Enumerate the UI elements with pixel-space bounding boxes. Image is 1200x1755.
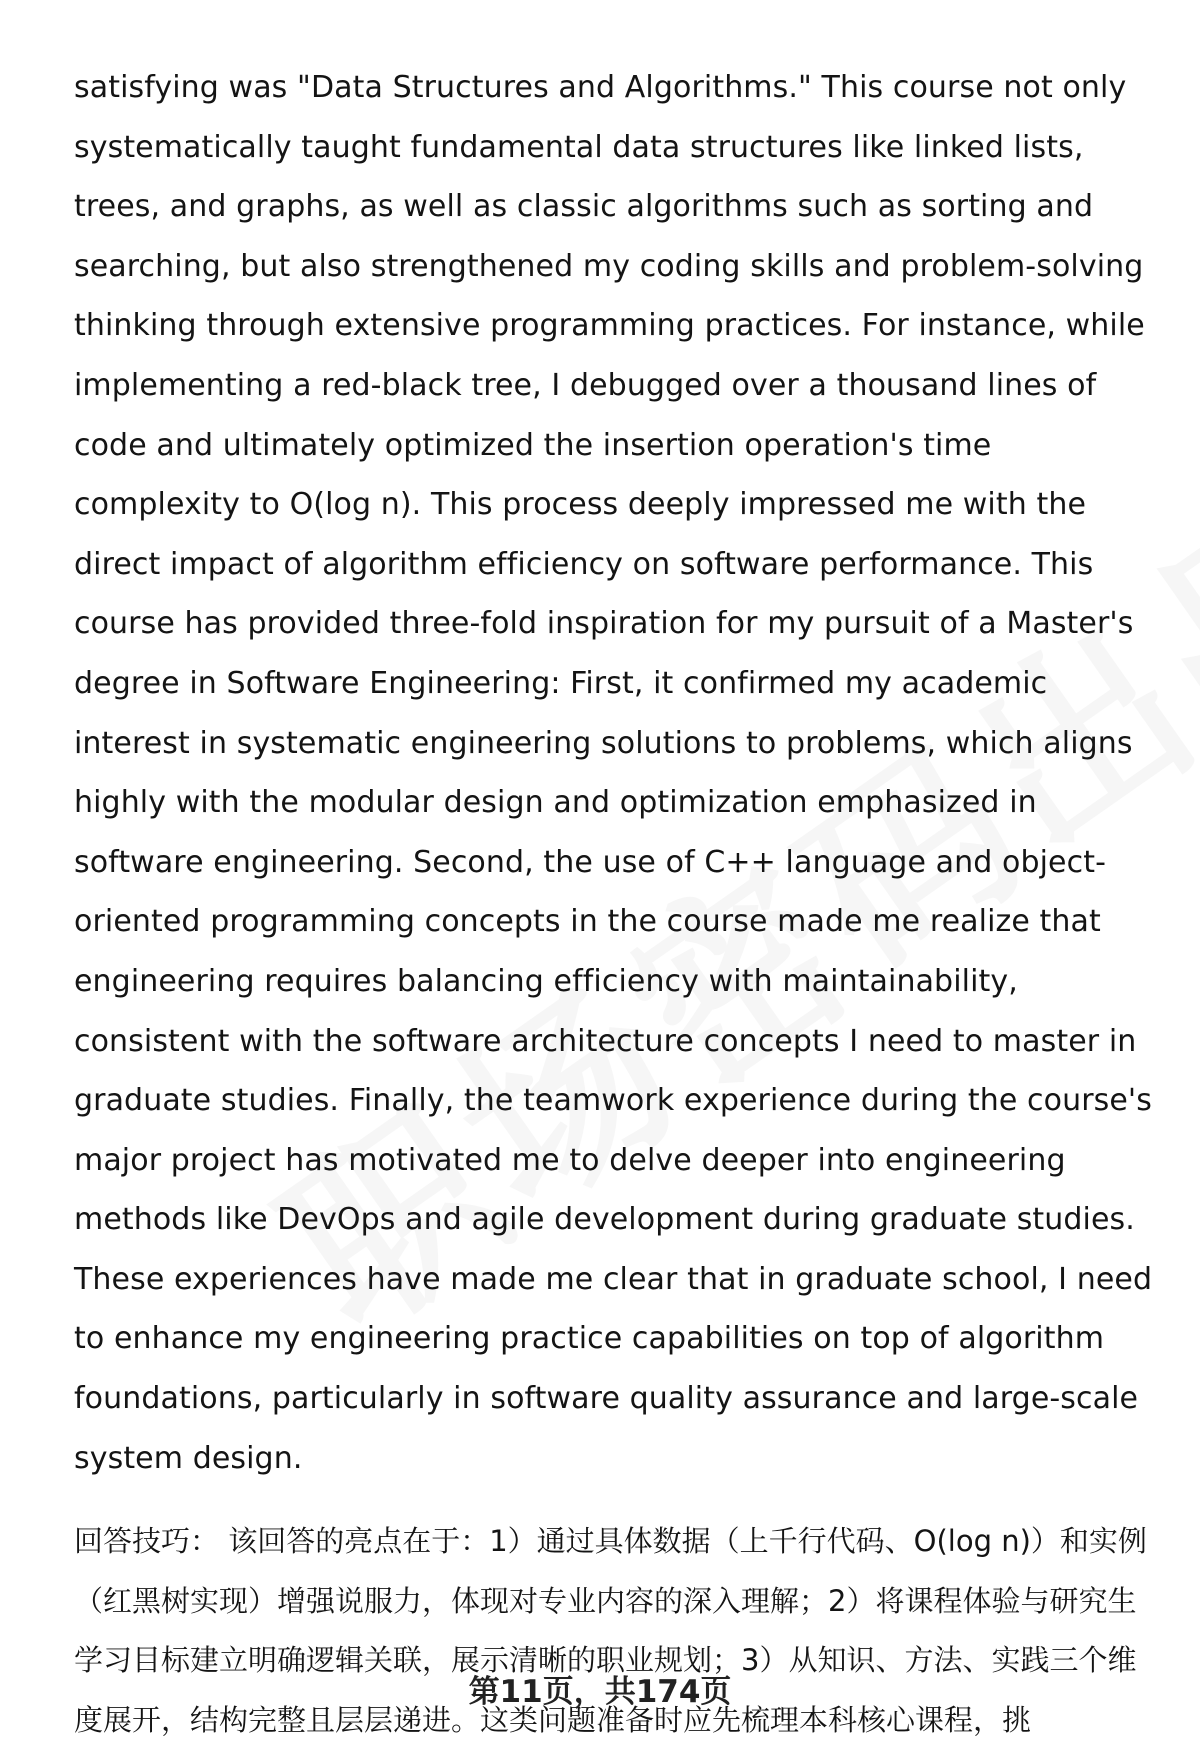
document-body xyxy=(74,58,1154,1751)
tips-paragraph: 回答技巧： 该回答的亮点在于：1）通过具体数据（上千行代码、O(log n)）和实例（红黑树实现）增强说服力，体现对专业内容的深入理解；2）将课程体验与研究生学习目标建立明确逻辑关联，展示清晰的职业规划；3）从知识、方法、实践三个维度展开，结构完整且层层递进。这类问题准备时应先梳理本科核心课程，挑 xyxy=(74,1524,1147,1738)
answer-paragraph: satisfying was "Data Structures and Algorithms." This course not only systematically taught fundamental data structures like linked lists, trees, and graphs, as well as classic algorithms such as sorting and searching, but also strengthened my coding skills and problem-solving thinking through extensive programming practices. For instance, while implementing a red-black tree, I debugged over a thousand lines of code and ultimately optimized the insertion operation's time complexity to O(log n). This process deeply impressed me with the direct impact of algorithm efficiency on software performance. This course has provided three-fold inspiration for my pursuit of a Master's degree in Software Engineering: First, it confirmed my academic interest in systematic engineering solutions to problems, which aligns highly with the modular design and optimization emphasized in software engineering. Second, the use of C++ language and object-oriented programming concepts in the course made me realize that engineering requires balancing efficiency with maintainability, consistent with the software architecture concepts I need to master in graduate studies. Finally, the teamwork experience during the course's major project has motivated me to delve deeper into engineering methods like DevOps and agile development during graduate studies. These experiences have made me clear that in graduate school, I need to enhance my engineering practice capabilities on top of algorithm foundations, particularly in software quality assurance and large-scale system design. xyxy=(74,70,1153,1476)
page-number: 第11页，共174页 xyxy=(468,1674,732,1710)
